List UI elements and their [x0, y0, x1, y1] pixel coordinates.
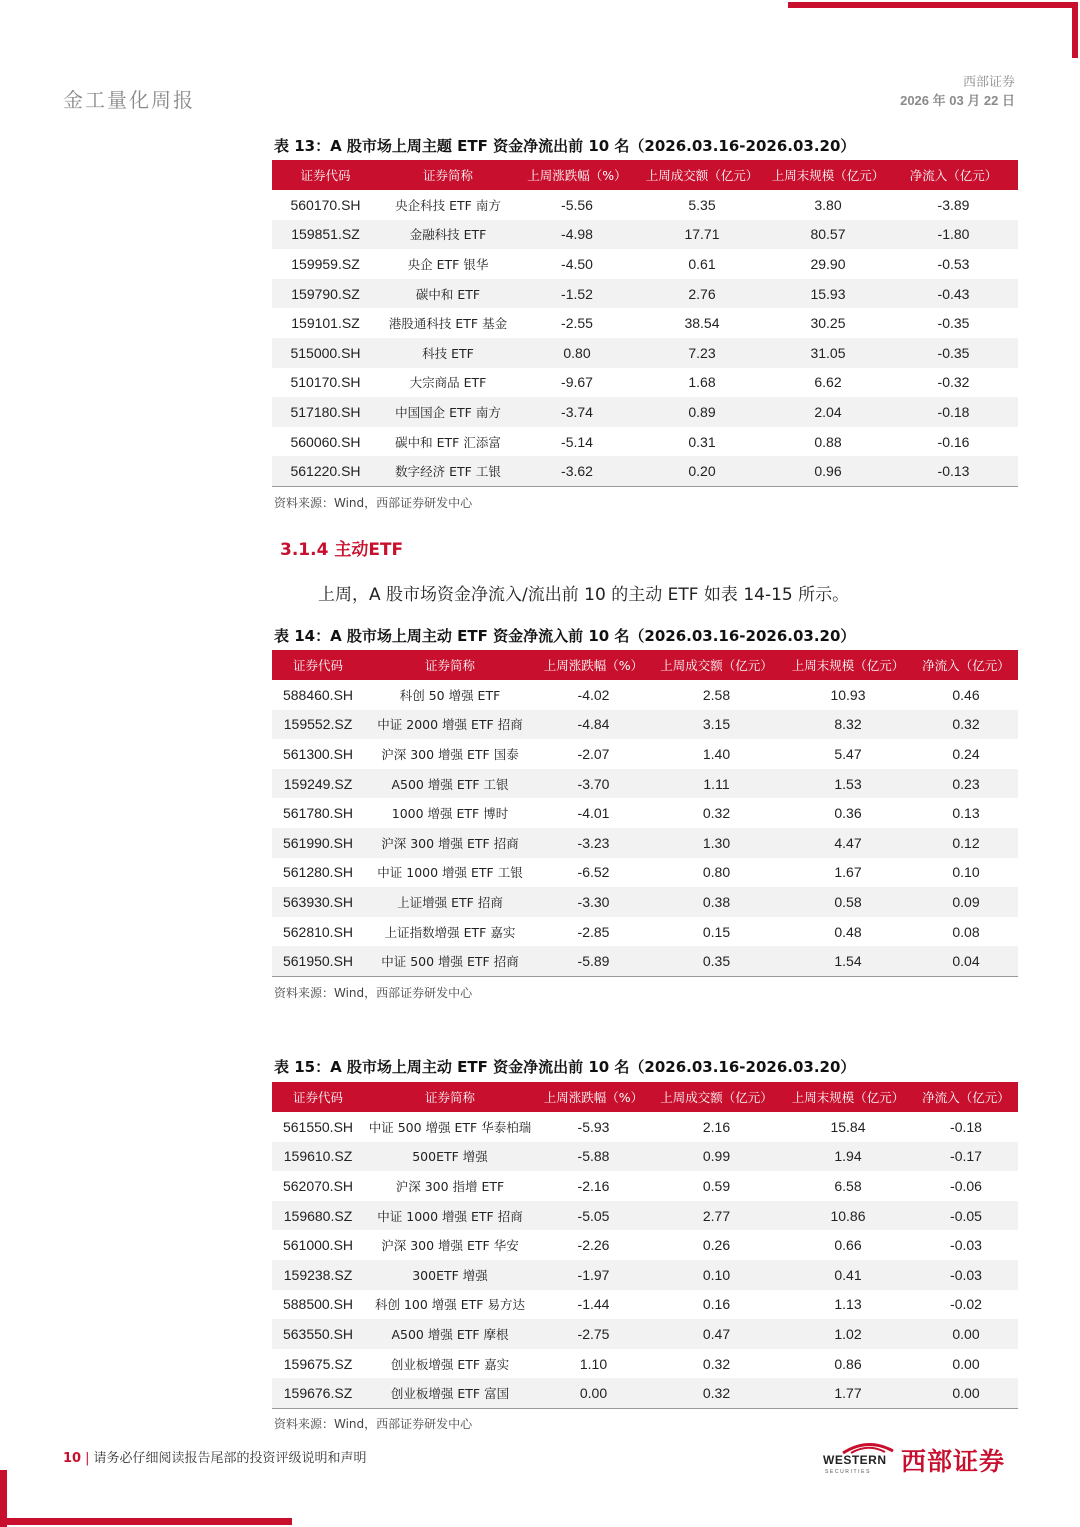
section-paragraph: 上周，A 股市场资金净流入/流出前 10 的主动 ETF 如表 14-15 所示。: [318, 585, 850, 605]
change-cell: -2.07: [577, 745, 610, 762]
code-cell: 517180.SH: [290, 403, 361, 420]
netflow-cell: 0.32: [952, 716, 980, 733]
code-cell: 159238.SZ: [283, 1266, 353, 1283]
size-cell: 10.86: [830, 1207, 866, 1224]
netflow-cell: 0.09: [952, 893, 980, 910]
change-cell: -5.14: [561, 433, 593, 450]
turnover-cell: 0.32: [702, 805, 731, 822]
change-cell: -5.56: [561, 196, 593, 213]
table-row: [272, 1260, 1018, 1290]
header-company: 西部证券: [962, 75, 1015, 90]
size-cell: 3.80: [814, 196, 842, 213]
table-row: [272, 828, 1018, 858]
name-cell: 中证 500 增强 ETF 招商: [364, 946, 536, 976]
size-cell: 8.32: [834, 716, 862, 733]
turnover-cell: 2.58: [702, 686, 731, 703]
table-header-row: [272, 1082, 1018, 1112]
table-row: [272, 368, 1018, 398]
column-header: 上周末规模（亿元）: [782, 1082, 914, 1112]
size-cell: 1.13: [834, 1296, 862, 1313]
netflow-cell: 0.04: [914, 946, 1018, 976]
code-cell: 159101.SZ: [291, 315, 360, 332]
name-cell: 上证增强 ETF 招商: [397, 894, 503, 910]
name-cell: 科技 ETF: [422, 345, 474, 361]
netflow-cell: 0.08: [952, 923, 980, 940]
size-cell: 0.58: [834, 893, 862, 910]
change-cell: -6.52: [577, 864, 610, 881]
netflow-cell: -0.05: [950, 1207, 982, 1224]
table-header-row: [272, 650, 1018, 680]
size-cell: 1.67: [834, 864, 862, 881]
change-cell: -2.75: [577, 1325, 610, 1342]
table-row: [272, 397, 1018, 427]
table-14: [272, 650, 1018, 977]
table-row: [272, 946, 1018, 976]
name-cell: 科创 50 增强 ETF: [399, 687, 501, 703]
netflow-cell: -0.03: [950, 1266, 982, 1283]
table-header-row: [272, 160, 1018, 190]
netflow-cell: -0.32: [937, 374, 970, 391]
change-cell: -3.62: [517, 456, 637, 486]
code-cell: 588500.SH: [282, 1296, 354, 1313]
code-cell: 561550.SH: [282, 1118, 354, 1135]
table-row: [272, 1201, 1018, 1231]
column-header: 净流入（亿元）: [914, 650, 1018, 680]
size-cell: 15.93: [810, 285, 846, 302]
code-cell: 561300.SH: [282, 745, 354, 762]
logo-english-sub: SECURITIES: [825, 1469, 872, 1475]
change-cell: 1.10: [579, 1355, 608, 1372]
size-cell: 1.94: [834, 1148, 862, 1165]
netflow-cell: -0.13: [889, 456, 1018, 486]
change-cell: -5.88: [577, 1148, 610, 1165]
code-cell: 159790.SZ: [291, 285, 360, 302]
header-date: 2026 年 03 月 22 日: [900, 93, 1015, 108]
code-cell: 561780.SH: [282, 805, 354, 822]
turnover-cell: 0.59: [702, 1177, 731, 1194]
size-cell: 1.02: [834, 1325, 862, 1342]
change-cell: -2.26: [577, 1237, 610, 1254]
turnover-cell: 1.11: [703, 775, 730, 792]
corner-decoration-bottom-left: [0, 1518, 292, 1525]
change-cell: -9.67: [561, 374, 593, 391]
turnover-cell: 2.16: [702, 1118, 731, 1135]
change-cell: -3.70: [577, 775, 610, 792]
name-cell: 碳中和 ETF 汇添富: [395, 434, 501, 450]
change-cell: -1.97: [577, 1266, 610, 1283]
size-cell: 10.93: [830, 686, 866, 703]
netflow-cell: 0.24: [952, 745, 980, 762]
column-header: 上周成交额（亿元）: [651, 1082, 782, 1112]
turnover-cell: 2.77: [702, 1207, 731, 1224]
code-cell: 561000.SH: [282, 1237, 354, 1254]
column-header: 证券简称: [364, 650, 536, 680]
size-cell: 30.25: [810, 315, 846, 332]
change-cell: 0.80: [563, 344, 591, 361]
column-header: 证券代码: [272, 1082, 364, 1112]
netflow-cell: -0.35: [937, 344, 970, 361]
size-cell: 1.54: [782, 946, 914, 976]
column-header: 上周成交额（亿元）: [637, 160, 767, 190]
change-cell: -1.44: [577, 1296, 610, 1313]
table-row: [272, 1349, 1018, 1379]
table-15-source: 资料来源：Wind，西部证券研发中心: [274, 1417, 473, 1431]
corner-decoration-top-right-vertical: [1072, 2, 1078, 58]
name-cell: 上证指数增强 ETF 嘉实: [384, 924, 516, 940]
code-cell: 159249.SZ: [283, 775, 353, 792]
code-cell: 561220.SH: [272, 456, 379, 486]
size-cell: 4.47: [834, 834, 862, 851]
table-row: [272, 1290, 1018, 1320]
table-row: [272, 220, 1018, 250]
change-cell: -5.89: [536, 946, 651, 976]
code-cell: 563550.SH: [282, 1325, 354, 1342]
size-cell: 0.48: [834, 923, 862, 940]
change-cell: -5.93: [577, 1118, 610, 1135]
change-cell: -4.50: [561, 255, 593, 272]
size-cell: 6.58: [834, 1177, 862, 1194]
table-row: [272, 680, 1018, 710]
column-header: 证券简称: [379, 160, 517, 190]
code-cell: 562070.SH: [282, 1177, 354, 1194]
footer-notice: 请务必仔细阅读报告尾部的投资评级说明和声明: [93, 1451, 367, 1466]
code-cell: 159851.SZ: [291, 226, 360, 243]
turnover-cell: 0.38: [702, 893, 731, 910]
netflow-cell: 0.12: [952, 834, 980, 851]
table-row: [272, 1230, 1018, 1260]
change-cell: -4.84: [577, 716, 610, 733]
turnover-cell: 0.35: [651, 946, 782, 976]
table-13-source: 资料来源：Wind，西部证券研发中心: [274, 496, 473, 510]
netflow-cell: -0.53: [937, 255, 970, 272]
netflow-cell: -0.18: [950, 1118, 982, 1135]
name-cell: 创业板增强 ETF 富国: [364, 1378, 536, 1408]
code-cell: 588460.SH: [282, 686, 354, 703]
name-cell: 央企 ETF 银华: [407, 256, 489, 272]
code-cell: 510170.SH: [290, 374, 361, 391]
footer-separator: |: [85, 1451, 90, 1466]
table-row: [272, 1142, 1018, 1172]
code-cell: 159676.SZ: [272, 1378, 364, 1408]
code-cell: 561280.SH: [282, 864, 354, 881]
turnover-cell: 0.31: [688, 433, 716, 450]
size-cell: 80.57: [810, 226, 846, 243]
table-13-caption: 表 13：A 股市场上周主题 ETF 资金净流出前 10 名（2026.03.16-2026.03.20）: [274, 137, 856, 155]
name-cell: 300ETF 增强: [412, 1267, 488, 1283]
logo-english: WESTERN: [823, 1453, 887, 1467]
name-cell: 中国国企 ETF 南方: [395, 404, 501, 420]
table-13: [272, 160, 1018, 487]
table-14-source: 资料来源：Wind，西部证券研发中心: [274, 986, 473, 1000]
name-cell: 大宗商品 ETF: [409, 375, 487, 391]
name-cell: 科创 100 增强 ETF 易方达: [375, 1297, 525, 1313]
netflow-cell: 0.23: [952, 775, 980, 792]
netflow-cell: -0.17: [950, 1148, 982, 1165]
change-cell: -1.52: [561, 285, 593, 302]
netflow-cell: 0.00: [952, 1355, 980, 1372]
column-header: 上周涨跌幅（%）: [536, 650, 651, 680]
name-cell: 创业板增强 ETF 嘉实: [390, 1356, 510, 1372]
turnover-cell: 7.23: [688, 344, 716, 361]
name-cell: 港股通科技 ETF 基金: [388, 316, 508, 332]
table-row: [272, 887, 1018, 917]
logo-arc-icon: [841, 1440, 895, 1454]
name-cell: 沪深 300 增强 ETF 华安: [381, 1238, 519, 1254]
table-row: [272, 710, 1018, 740]
netflow-cell: 0.46: [952, 686, 980, 703]
size-cell: 31.05: [810, 344, 846, 361]
size-cell: 0.88: [814, 433, 842, 450]
turnover-cell: 0.99: [702, 1148, 731, 1165]
table-row: [272, 1112, 1018, 1142]
table-row: [272, 338, 1018, 368]
section-heading: 3.1.4 主动ETF: [280, 540, 404, 560]
turnover-cell: 0.16: [702, 1296, 731, 1313]
column-header: 证券代码: [272, 160, 379, 190]
header-meta: [900, 74, 1015, 110]
netflow-cell: -0.35: [937, 315, 970, 332]
code-cell: 563930.SH: [282, 893, 354, 910]
turnover-cell: 0.32: [702, 1355, 731, 1372]
netflow-cell: 0.10: [952, 864, 980, 881]
table-row: [272, 917, 1018, 947]
netflow-cell: 0.13: [952, 805, 980, 822]
code-cell: 159552.SZ: [283, 716, 353, 733]
turnover-cell: 0.47: [702, 1325, 731, 1342]
name-cell: A500 增强 ETF 摩根: [391, 1326, 509, 1342]
size-cell: 0.41: [834, 1266, 862, 1283]
change-cell: -2.16: [577, 1177, 610, 1194]
change-cell: -5.05: [577, 1207, 610, 1224]
size-cell: 5.47: [834, 745, 862, 762]
table-row: [272, 798, 1018, 828]
column-header: 上周成交额（亿元）: [651, 650, 782, 680]
name-cell: 沪深 300 增强 ETF 国泰: [381, 746, 519, 762]
table-row: [272, 1378, 1018, 1408]
turnover-cell: 0.61: [688, 255, 716, 272]
column-header: 上周涨跌幅（%）: [536, 1082, 651, 1112]
column-header: 净流入（亿元）: [914, 1082, 1018, 1112]
code-cell: 159675.SZ: [283, 1355, 353, 1372]
turnover-cell: 38.54: [684, 315, 720, 332]
turnover-cell: 0.15: [702, 923, 731, 940]
turnover-cell: 3.15: [702, 716, 731, 733]
table-row: [272, 308, 1018, 338]
turnover-cell: 0.20: [637, 456, 767, 486]
column-header: 证券简称: [364, 1082, 536, 1112]
change-cell: -3.23: [577, 834, 610, 851]
turnover-cell: 5.35: [688, 196, 716, 213]
column-header: 上周末规模（亿元）: [782, 650, 914, 680]
name-cell: 沪深 300 增强 ETF 招商: [381, 835, 519, 851]
name-cell: 碳中和 ETF: [415, 286, 481, 302]
size-cell: 0.96: [767, 456, 889, 486]
turnover-cell: 1.40: [702, 745, 731, 762]
change-cell: 0.00: [536, 1378, 651, 1408]
netflow-cell: -0.03: [950, 1237, 982, 1254]
netflow-cell: 0.00: [914, 1378, 1018, 1408]
name-cell: 1000 增强 ETF 博时: [391, 806, 509, 822]
netflow-cell: 0.00: [952, 1325, 980, 1342]
change-cell: -4.01: [577, 805, 610, 822]
corner-decoration-top-right: [788, 2, 1078, 8]
change-cell: -4.98: [561, 226, 593, 243]
turnover-cell: 1.68: [688, 374, 716, 391]
table-row: [272, 1319, 1018, 1349]
change-cell: -2.85: [577, 923, 610, 940]
code-cell: 562810.SH: [282, 923, 354, 940]
table-15: [272, 1082, 1018, 1409]
column-header: 上周末规模（亿元）: [767, 160, 889, 190]
code-cell: 560170.SH: [290, 196, 361, 213]
size-cell: 0.36: [834, 805, 862, 822]
turnover-cell: 17.71: [684, 226, 720, 243]
turnover-cell: 0.32: [651, 1378, 782, 1408]
change-cell: -2.55: [561, 315, 593, 332]
table-row: [272, 858, 1018, 888]
column-header: 上周涨跌幅（%）: [517, 160, 637, 190]
name-cell: 沪深 300 指增 ETF: [395, 1178, 505, 1194]
table-row: [272, 739, 1018, 769]
report-title: 金工量化周报: [63, 88, 195, 112]
name-cell: 金融科技 ETF: [409, 227, 487, 243]
code-cell: 561990.SH: [282, 834, 354, 851]
turnover-cell: 0.26: [702, 1237, 731, 1254]
code-cell: 561950.SH: [272, 946, 364, 976]
change-cell: -4.02: [577, 686, 610, 703]
logo-chinese: 西部证券: [901, 1447, 1006, 1476]
size-cell: 0.66: [834, 1237, 862, 1254]
turnover-cell: 2.76: [688, 285, 716, 302]
size-cell: 0.86: [834, 1355, 862, 1372]
netflow-cell: -1.80: [937, 226, 970, 243]
netflow-cell: -0.06: [950, 1177, 982, 1194]
size-cell: 29.90: [810, 255, 846, 272]
size-cell: 2.04: [814, 403, 842, 420]
name-cell: 央企科技 ETF 南方: [395, 197, 501, 213]
netflow-cell: -0.16: [937, 433, 970, 450]
table-row: [272, 456, 1018, 486]
size-cell: 1.77: [782, 1378, 914, 1408]
size-cell: 1.53: [834, 775, 862, 792]
netflow-cell: -0.02: [950, 1296, 982, 1313]
page-number: 10: [63, 1451, 82, 1466]
code-cell: 159610.SZ: [283, 1148, 353, 1165]
turnover-cell: 0.89: [688, 403, 716, 420]
turnover-cell: 0.10: [702, 1266, 731, 1283]
column-header: 净流入（亿元）: [889, 160, 1018, 190]
turnover-cell: 0.80: [702, 864, 731, 881]
table-row: [272, 279, 1018, 309]
size-cell: 6.62: [814, 374, 842, 391]
netflow-cell: -3.89: [937, 196, 970, 213]
table-row: [272, 427, 1018, 457]
turnover-cell: 1.30: [702, 834, 731, 851]
name-cell: 数字经济 ETF 工银: [379, 456, 517, 486]
change-cell: -3.30: [577, 893, 610, 910]
size-cell: 15.84: [830, 1118, 866, 1135]
name-cell: 中证 2000 增强 ETF 招商: [377, 717, 523, 733]
name-cell: 中证 1000 增强 ETF 工银: [377, 865, 523, 881]
page-footer: [63, 1447, 367, 1466]
name-cell: A500 增强 ETF 工银: [391, 776, 509, 792]
table-row: [272, 249, 1018, 279]
netflow-cell: -0.18: [937, 403, 970, 420]
code-cell: 515000.SH: [290, 344, 361, 361]
code-cell: 159959.SZ: [291, 255, 360, 272]
name-cell: 500ETF 增强: [412, 1149, 488, 1165]
netflow-cell: -0.43: [937, 285, 970, 302]
company-logo: [823, 1440, 1015, 1478]
code-cell: 159680.SZ: [283, 1207, 353, 1224]
table-row: [272, 190, 1018, 220]
code-cell: 560060.SH: [290, 433, 361, 450]
column-header: 证券代码: [272, 650, 364, 680]
name-cell: 中证 1000 增强 ETF 招商: [377, 1208, 523, 1224]
name-cell: 中证 500 增强 ETF 华泰柏瑞: [368, 1119, 532, 1135]
table-14-caption: 表 14：A 股市场上周主动 ETF 资金净流入前 10 名（2026.03.16-2026.03.20）: [274, 627, 856, 645]
table-row: [272, 1171, 1018, 1201]
table-row: [272, 769, 1018, 799]
change-cell: -3.74: [561, 403, 593, 420]
table-15-caption: 表 15：A 股市场上周主动 ETF 资金净流出前 10 名（2026.03.16-2026.03.20）: [274, 1058, 856, 1076]
